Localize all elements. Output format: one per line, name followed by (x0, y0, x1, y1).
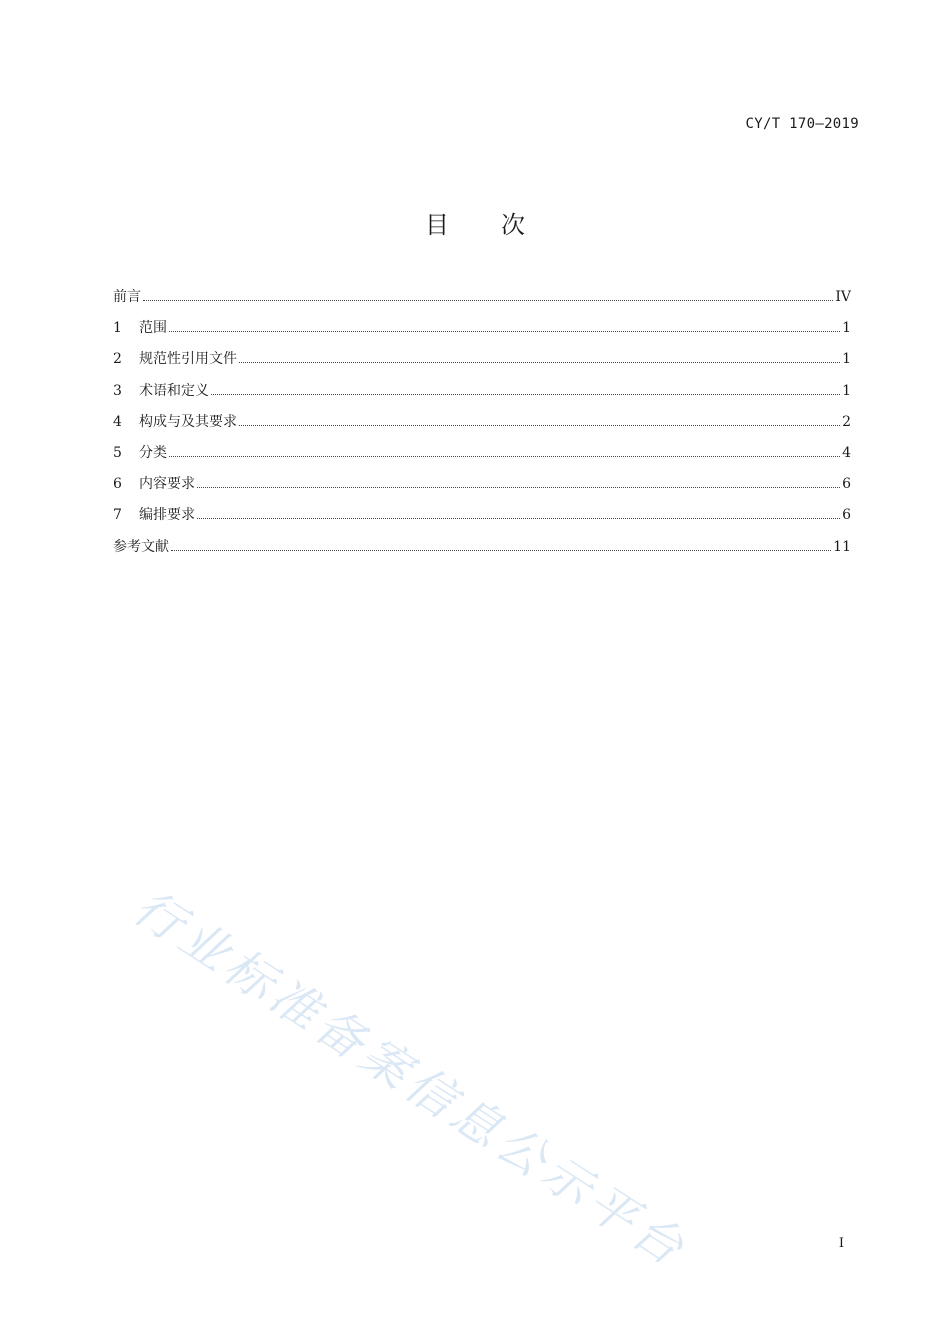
toc-entry-page: 11 (833, 538, 851, 555)
toc-entry-label: 范围 (139, 320, 167, 337)
toc-leader-dots (197, 487, 840, 488)
toc-leader-dots (211, 394, 840, 395)
toc-leader-dots (169, 331, 840, 332)
toc-entry-label: 术语和定义 (139, 382, 209, 399)
toc-entry-page: 2 (842, 413, 851, 430)
toc-entry-label: 前言 (113, 289, 141, 305)
toc-leader-dots (143, 300, 833, 301)
toc-entry-label: 编排要求 (139, 507, 195, 524)
toc-leader-dots (239, 362, 840, 363)
toc-entry-number: 6 (113, 476, 122, 493)
watermark: 行业标准备案信息公示平台 (123, 879, 698, 1280)
page-number: I (838, 1236, 844, 1251)
toc-entry-5[interactable] (113, 442, 851, 473)
toc-entry-number: 7 (113, 507, 122, 524)
toc-leader-dots (197, 518, 840, 519)
toc-leader-dots (169, 456, 840, 457)
toc-entry-number: 2 (113, 351, 122, 368)
toc-entry-page: IV (835, 289, 851, 305)
toc-entry-page: 6 (842, 476, 851, 493)
toc-entry-number: 1 (113, 320, 122, 337)
toc-leader-dots (239, 425, 840, 426)
toc-entry-page: 1 (842, 351, 851, 368)
toc-entry-page: 1 (842, 320, 851, 337)
toc-entry-page: 1 (842, 382, 851, 399)
standard-code: CY/T 170—2019 (745, 116, 859, 132)
toc-entry-2[interactable] (113, 348, 851, 379)
toc-entry-number: 3 (113, 382, 122, 399)
page-title: 目次 (425, 211, 577, 239)
toc-entry-label: 分类 (139, 444, 167, 461)
toc-entry-label: 内容要求 (139, 476, 195, 493)
toc-entry-label: 规范性引用文件 (139, 351, 237, 368)
toc-entry-page: 4 (842, 444, 851, 461)
toc-entry-foreword[interactable] (113, 286, 851, 317)
toc-entry-6[interactable] (113, 473, 851, 504)
toc-entry-references[interactable] (113, 536, 851, 567)
toc-entry-7[interactable] (113, 504, 851, 535)
toc-entry-label: 参考文献 (113, 538, 169, 555)
toc-entry-number: 5 (113, 444, 122, 461)
toc-entry-page: 6 (842, 507, 851, 524)
table-of-contents (113, 286, 851, 567)
toc-entry-3[interactable] (113, 380, 851, 411)
toc-entry-number: 4 (113, 413, 122, 430)
toc-entry-1[interactable] (113, 317, 851, 348)
toc-entry-label: 构成与及其要求 (139, 413, 237, 430)
toc-entry-4[interactable] (113, 411, 851, 442)
toc-leader-dots (171, 550, 831, 551)
